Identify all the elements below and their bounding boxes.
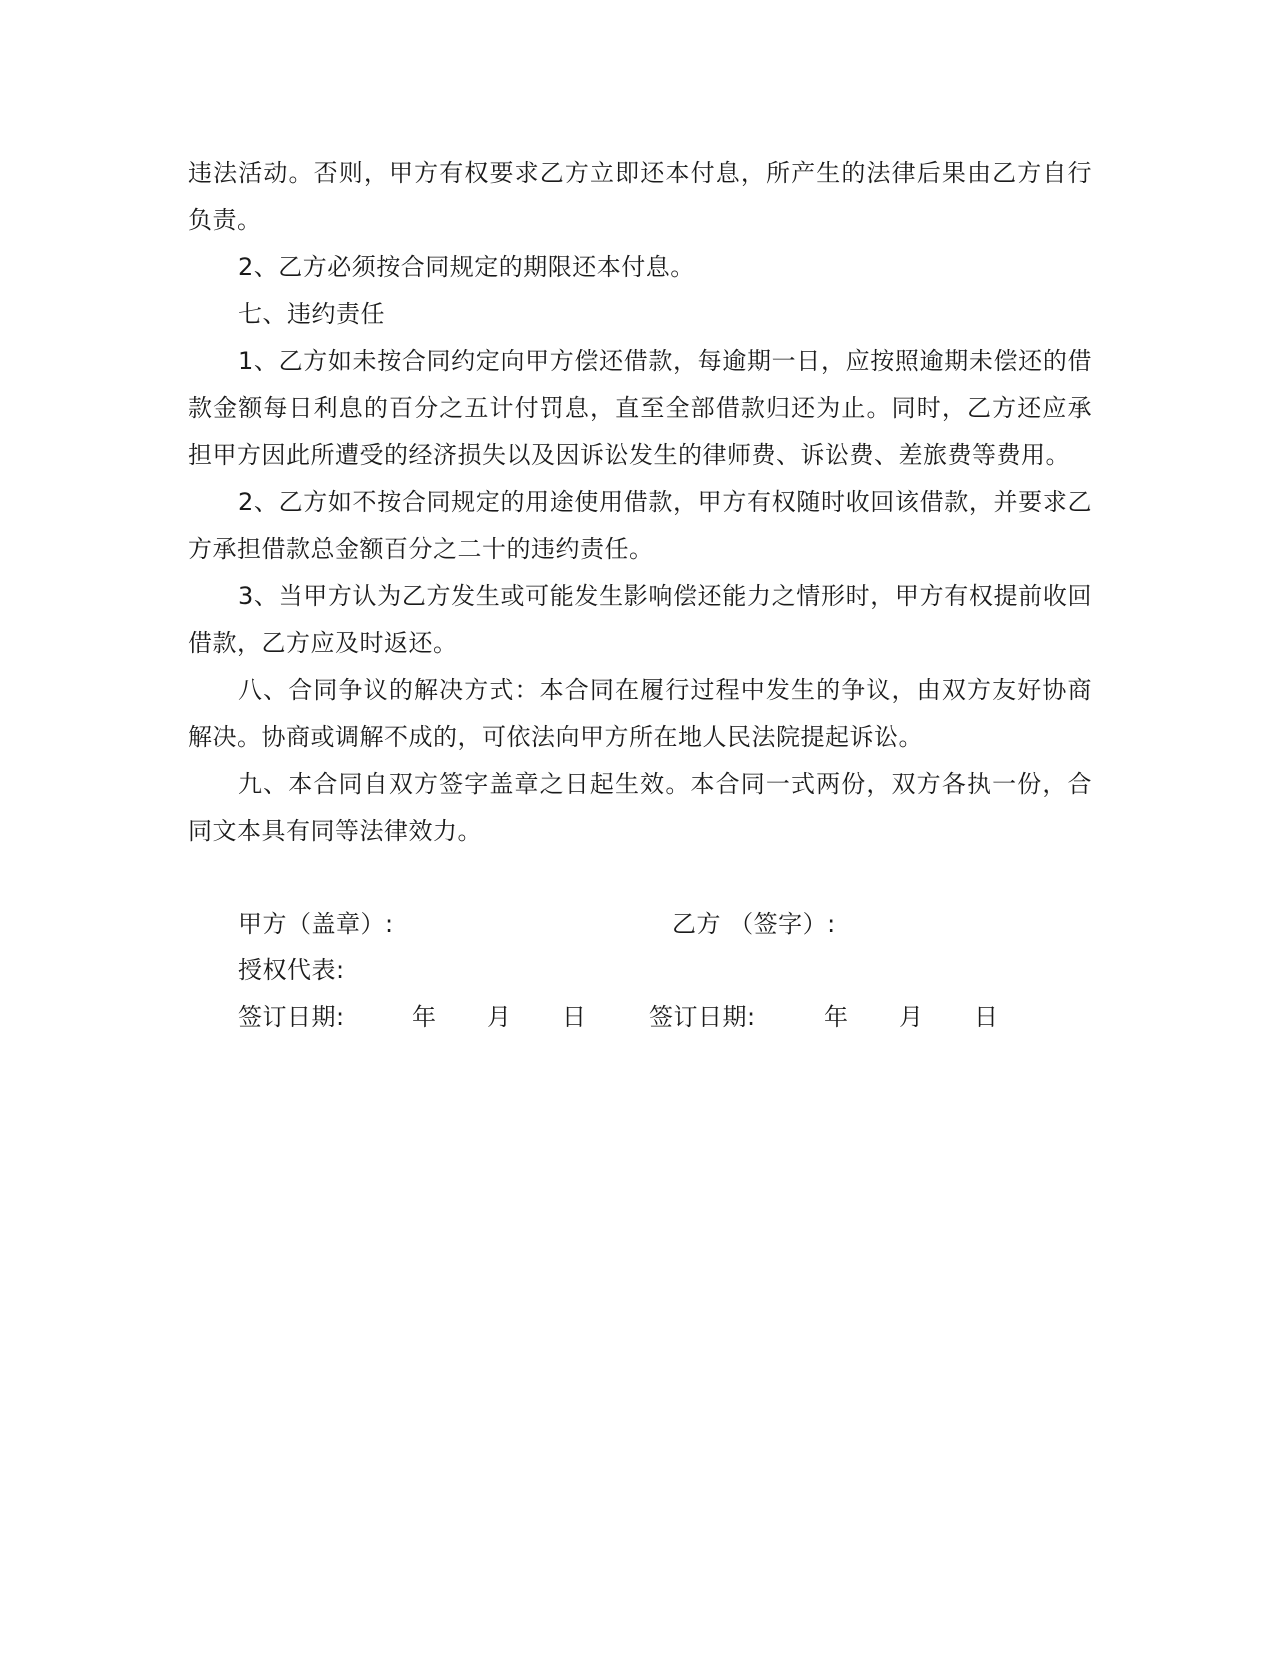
paragraph-effectiveness: 九、本合同自双方签字盖章之日起生效。本合同一式两份，双方各执一份，合同文本具有同等法律效力。 xyxy=(188,770,1092,845)
party-a-seal-label: 甲方（盖章）: xyxy=(238,910,394,938)
authorized-rep-label: 授权代表: xyxy=(238,956,345,984)
party-b-year: 年 xyxy=(824,1003,849,1031)
paragraph-breach-1: 1、乙方如未按合同约定向甲方偿还借款，每逾期一日，应按照逾期未偿还的借款金额每日利息的百分之五计付罚息，直至全部借款归还为止。同时，乙方还应承担甲方因此所遭受的经济损失以及因诉讼发生的律师费、诉讼费、差旅费等费用。 xyxy=(188,347,1092,469)
section-heading-breach: 七、违约责任 xyxy=(238,300,385,328)
party-a-year: 年 xyxy=(412,1003,437,1031)
party-a-day: 日 xyxy=(562,1003,587,1031)
contract-body xyxy=(188,150,1092,855)
party-b-month: 月 xyxy=(899,1003,924,1031)
party-b-date-label: 签订日期: xyxy=(649,1003,756,1031)
paragraph-repayment-term: 2、乙方必须按合同规定的期限还本付息。 xyxy=(238,253,695,281)
paragraph-breach-2: 2、乙方如不按合同规定的用途使用借款，甲方有权随时收回该借款，并要求乙方承担借款总金额百分之二十的违约责任。 xyxy=(188,488,1092,563)
party-b-day: 日 xyxy=(974,1003,999,1031)
paragraph-dispute-resolution: 八、合同争议的解决方式：本合同在履行过程中发生的争议，由双方友好协商解决。协商或调解不成的，可依法向甲方所在地人民法院提起诉讼。 xyxy=(188,676,1092,751)
paragraph-breach-3: 3、当甲方认为乙方发生或可能发生影响偿还能力之情形时，甲方有权提前收回借款，乙方应及时返还。 xyxy=(188,582,1092,657)
party-b-sign-label: 乙方 （签字）: xyxy=(672,910,836,938)
party-a-month: 月 xyxy=(487,1003,512,1031)
party-a-date-label: 签订日期: xyxy=(238,1003,345,1031)
paragraph-continuation: 违法活动。否则，甲方有权要求乙方立即还本付息，所产生的法律后果由乙方自行负责。 xyxy=(188,159,1092,234)
